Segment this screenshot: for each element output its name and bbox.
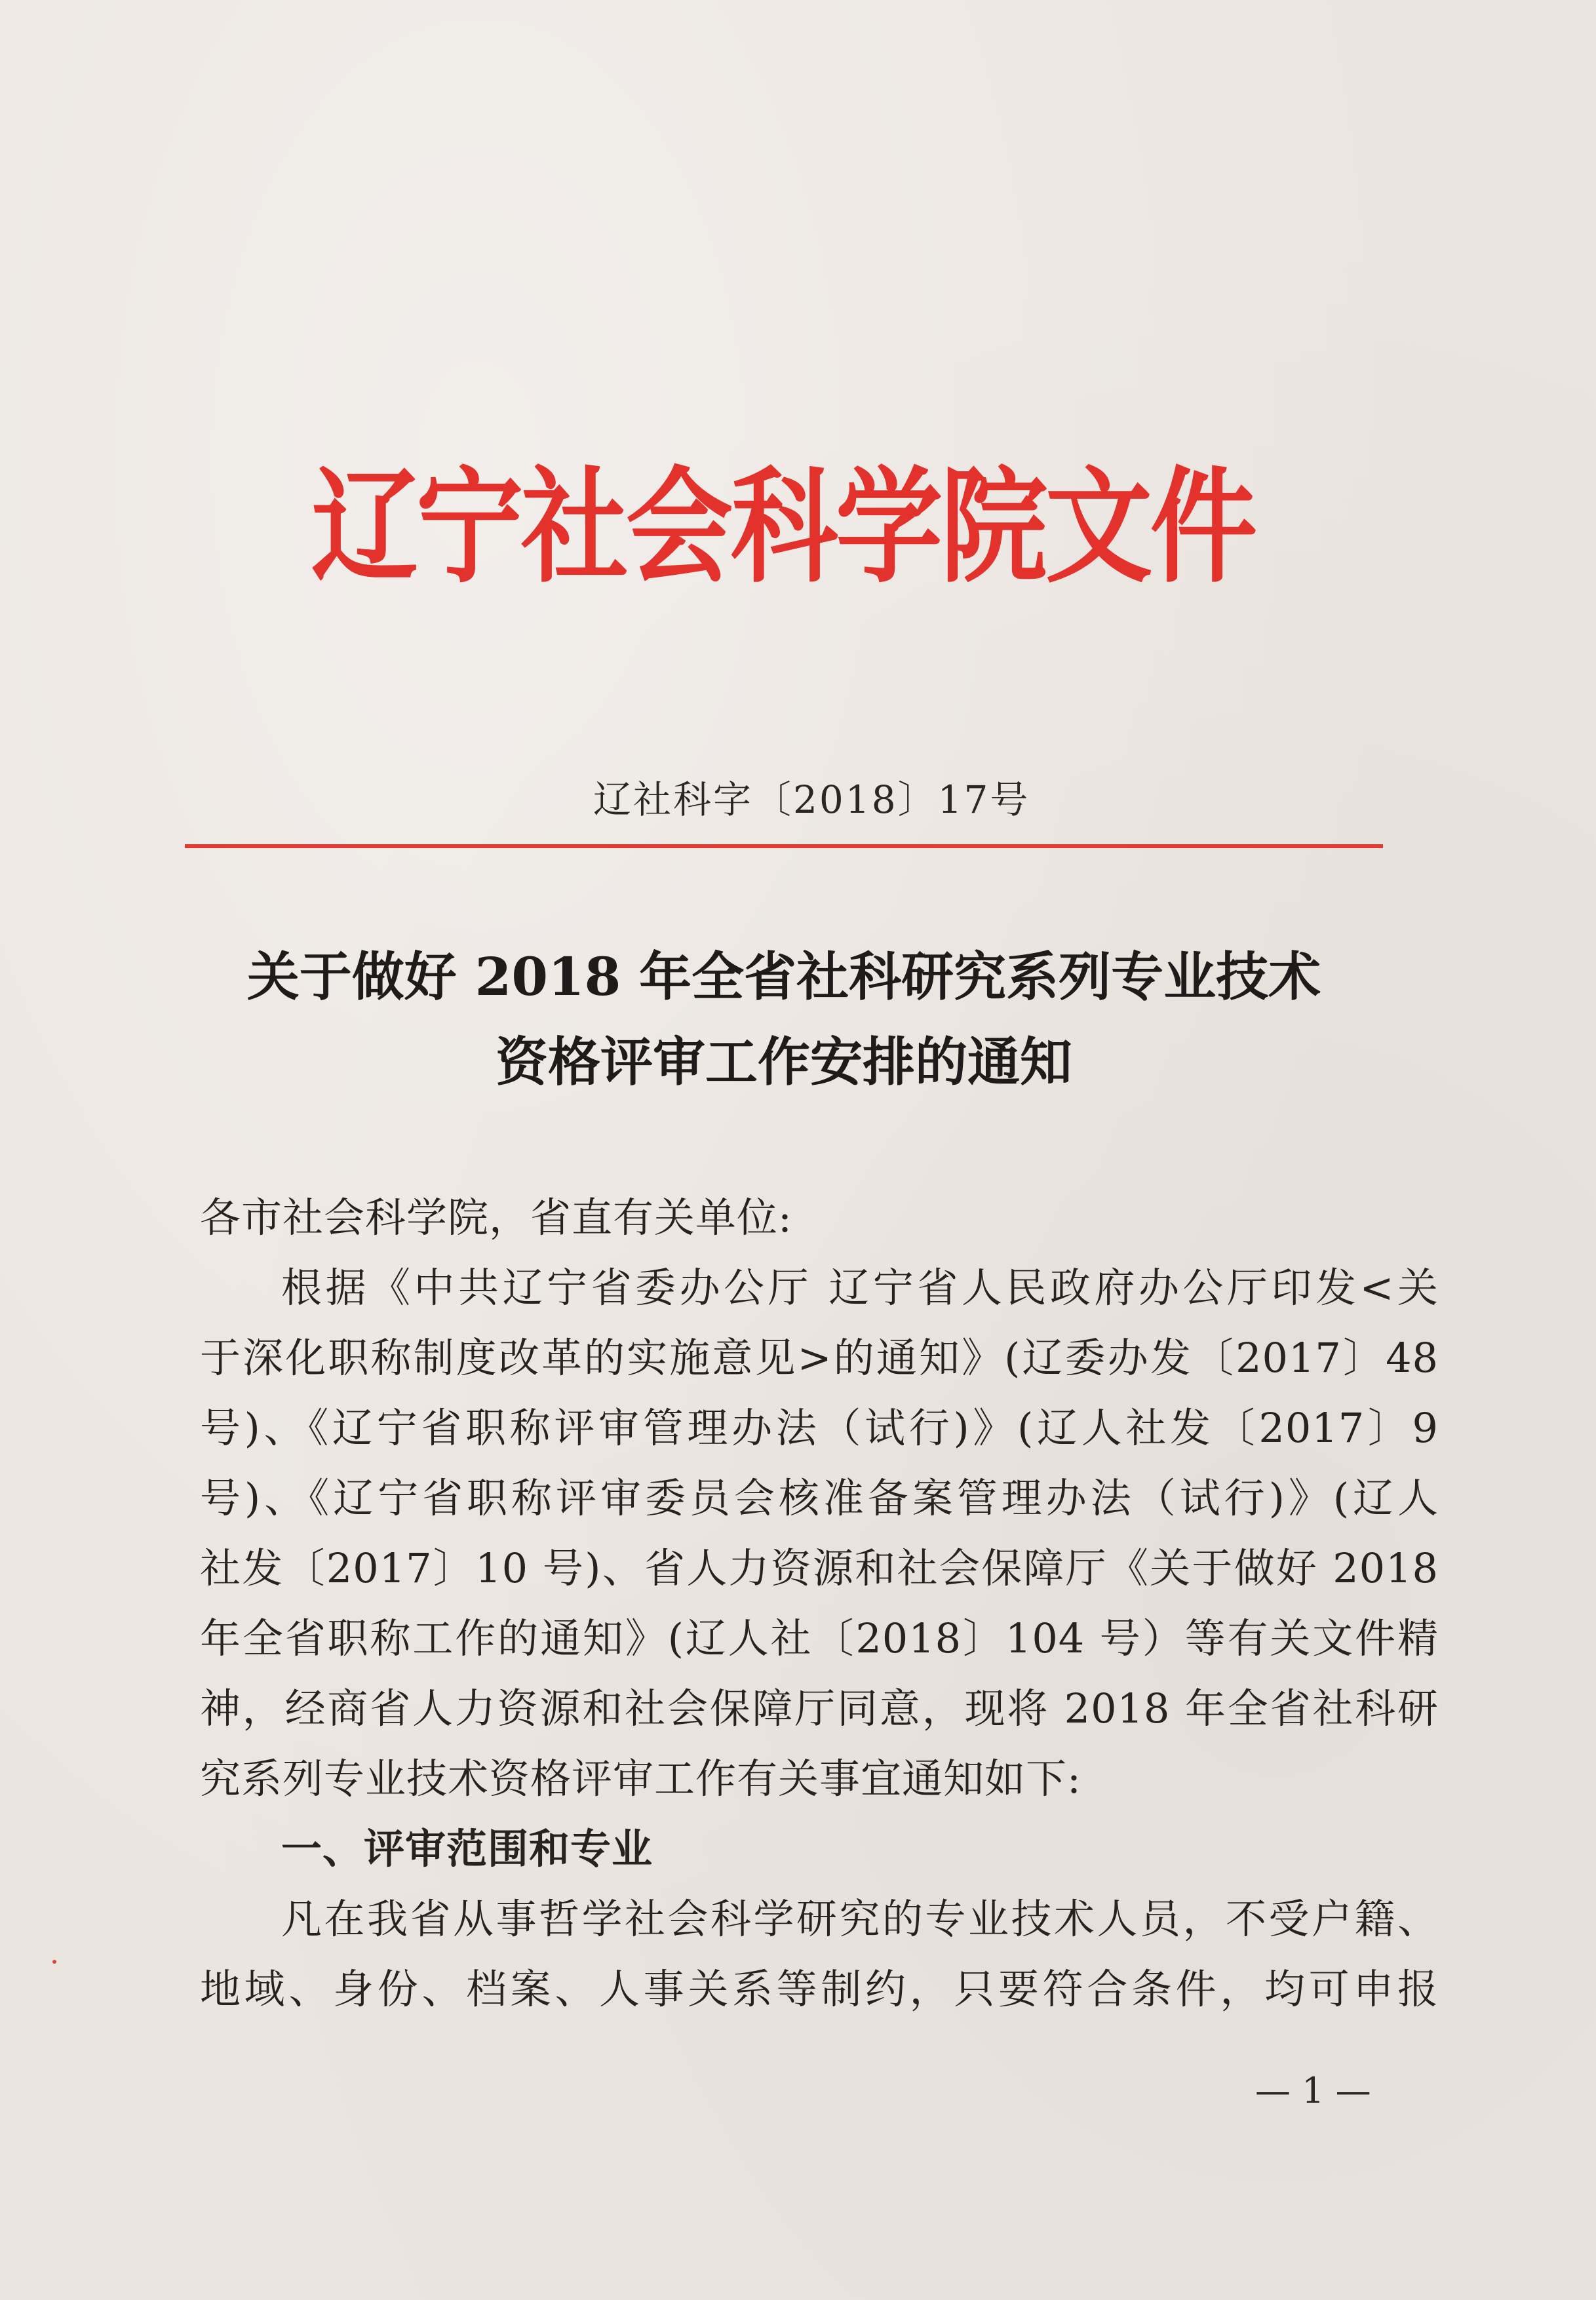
paragraph-line: 号)、《辽宁省职称评审管理办法（试行)》(辽人社发〔2017〕9 <box>200 1404 1439 1452</box>
section-heading: 一、评审范围和专业 <box>281 1825 653 1873</box>
paragraph-line: 号)、《辽宁省职称评审委员会核准备案管理办法（试行)》(辽人 <box>200 1474 1439 1522</box>
paragraph-line: 根据《中共辽宁省委办公厅 辽宁省人民政府办公厅印发<关 <box>281 1264 1439 1312</box>
paragraph-line: 凡在我省从事哲学社会科学研究的专业技术人员，不受户籍、 <box>281 1895 1439 1943</box>
notice-title-line-2: 资格评审工作安排的通知 <box>496 1031 1072 1093</box>
document-number: 辽社科字〔2018〕17号 <box>593 777 1030 822</box>
paragraph-line: 地域、身份、档案、人事关系等制约，只要符合条件，均可申报 <box>200 1965 1439 2013</box>
paragraph-line: 于深化职称制度改革的实施意见>的通知》(辽委办发〔2017〕48 <box>200 1334 1439 1382</box>
paragraph-line: 年全省职称工作的通知》(辽人社〔2018〕104 号）等有关文件精 <box>200 1614 1439 1662</box>
page-number: — 1 — <box>1255 2070 1371 2111</box>
paragraph-line: 社发〔2017〕10 号)、省人力资源和社会保障厅《关于做好 2018 <box>200 1544 1439 1592</box>
masthead-title: 辽宁社会科学院文件 <box>311 455 1255 600</box>
notice-title-line-1: 关于做好 2018 年全省社科研究系列专业技术 <box>246 946 1321 1007</box>
paragraph-line: 神，经商省人力资源和社会保障厅同意，现将 2018 年全省社科研 <box>200 1685 1439 1732</box>
paragraph-line: 究系列专业技术资格评审工作有关事宜通知如下: <box>200 1755 1081 1803</box>
salutation: 各市社会科学院，省直有关单位: <box>200 1194 792 1241</box>
red-speck <box>52 1960 56 1964</box>
red-divider-line <box>185 844 1383 848</box>
